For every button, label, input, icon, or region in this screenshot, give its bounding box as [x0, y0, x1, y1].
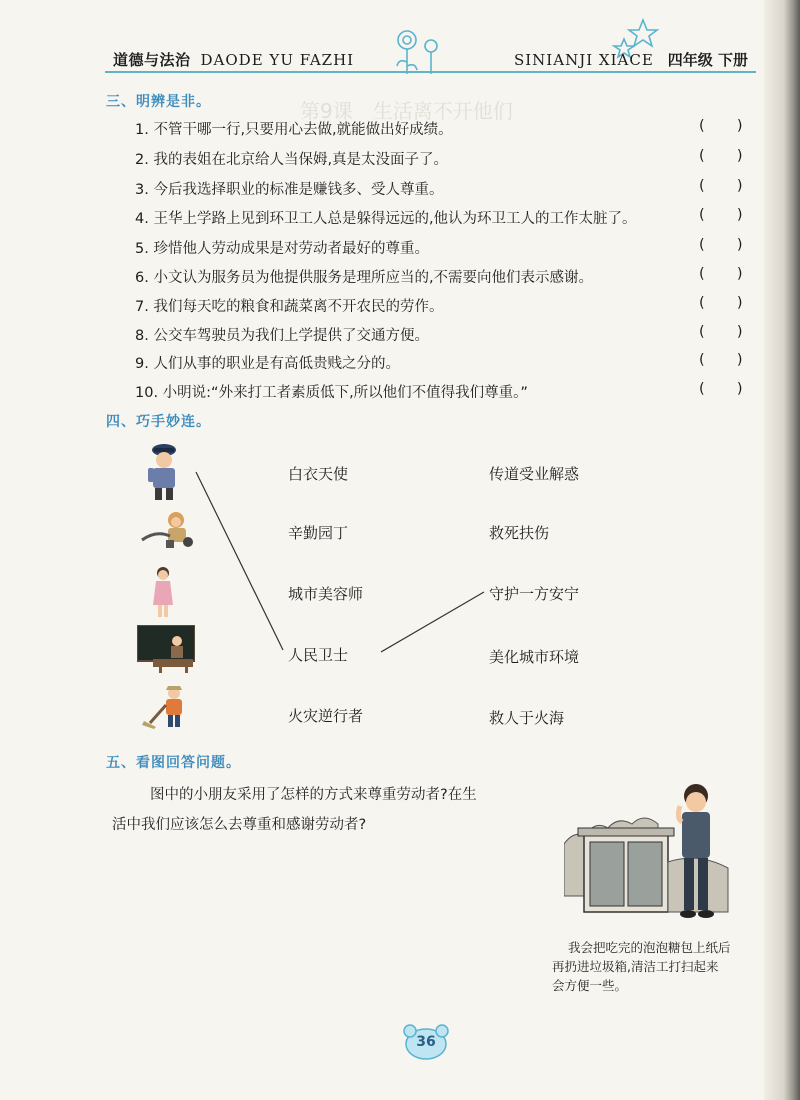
- question-5-line2: 活中我们应该怎么去尊重和感谢劳动者?: [112, 817, 367, 833]
- section5-title: 五、看图回答问题。: [106, 755, 241, 771]
- answer-box-3[interactable]: ( ): [699, 178, 743, 194]
- question-5: 5. 珍惜他人劳动成果是对劳动者最好的尊重。: [135, 241, 429, 257]
- subject-title: 道德与法治: [113, 51, 191, 69]
- match-right-3: 守护一方安宁: [489, 585, 580, 603]
- page-number: 36: [416, 1034, 436, 1050]
- question-4: 4. 王华上学路上见到环卫工人总是躲得远远的,他认为环卫工人的工作太脏了。: [135, 211, 637, 227]
- answer-box-5[interactable]: ( ): [699, 237, 743, 253]
- section4-title: 四、巧手妙连。: [106, 414, 211, 430]
- question-1: 1. 不管干哪一行,只要用心去做,就能做出好成绩。: [135, 122, 453, 138]
- grade-pinyin: SINIANJI XIACE: [513, 51, 654, 69]
- question-7: 7. 我们每天吃的粮食和蔬菜离不开农民的劳作。: [135, 299, 444, 315]
- answer-box-8[interactable]: ( ): [699, 324, 743, 340]
- question-6: 6. 小文认为服务员为他提供服务是理所应当的,不需要向他们表示感谢。: [135, 270, 594, 286]
- match-left-2: 辛勤园丁: [288, 524, 349, 542]
- question-8: 8. 公交车驾驶员为我们上学提供了交通方便。: [135, 328, 429, 344]
- bleed-through-text: 第9课 生活离不开他们: [300, 99, 513, 123]
- answer-box-10[interactable]: ( ): [699, 381, 743, 397]
- match-left-1: 白衣天使: [288, 465, 349, 483]
- page-number-badge: [398, 1022, 454, 1062]
- match-right-2: 救死扶伤: [489, 524, 550, 542]
- caption-line1: 我会把吃完的泡泡糖包上纸后: [568, 940, 731, 955]
- question-10: 10. 小明说:“外来打工者素质低下,所以他们不值得我们尊重。”: [135, 385, 528, 401]
- match-line-police: [196, 472, 283, 650]
- match-right-1: 传道受业解惑: [489, 465, 580, 483]
- question-5-line1: 图中的小朋友采用了怎样的方式来尊重劳动者?在生: [150, 787, 477, 803]
- answer-box-6[interactable]: ( ): [699, 266, 743, 282]
- answer-box-4[interactable]: ( ): [699, 207, 743, 223]
- grade-title: 四年级 下册: [667, 51, 748, 69]
- match-right-4: 美化城市环境: [489, 648, 580, 666]
- match-left-3: 城市美容师: [288, 585, 364, 603]
- answer-box-1[interactable]: ( ): [699, 118, 743, 134]
- question-2: 2. 我的表姐在北京给人当保姆,真是太没面子了。: [135, 152, 449, 168]
- match-left-5: 火灾逆行者: [288, 707, 364, 725]
- caption-line2: 再扔进垃圾箱,清洁工打扫起来: [552, 959, 719, 974]
- caption-line3: 会方便一些。: [552, 978, 628, 993]
- answer-box-7[interactable]: ( ): [699, 295, 743, 311]
- section3-title: 三、明辨是非。: [106, 94, 211, 110]
- question-3: 3. 今后我选择职业的标准是赚钱多、受人尊重。: [135, 182, 444, 198]
- match-right-5: 救人于火海: [489, 709, 565, 727]
- question-9: 9. 人们从事的职业是有高低贵贱之分的。: [135, 356, 400, 372]
- subject-pinyin: DAODE YU FAZHI: [200, 51, 355, 69]
- answer-box-2[interactable]: ( ): [699, 148, 743, 164]
- match-left-4: 人民卫士: [288, 646, 349, 664]
- match-line-guard: [381, 592, 484, 652]
- boy-trash-bin-illustration: [564, 782, 754, 924]
- answer-box-9[interactable]: ( ): [699, 352, 743, 368]
